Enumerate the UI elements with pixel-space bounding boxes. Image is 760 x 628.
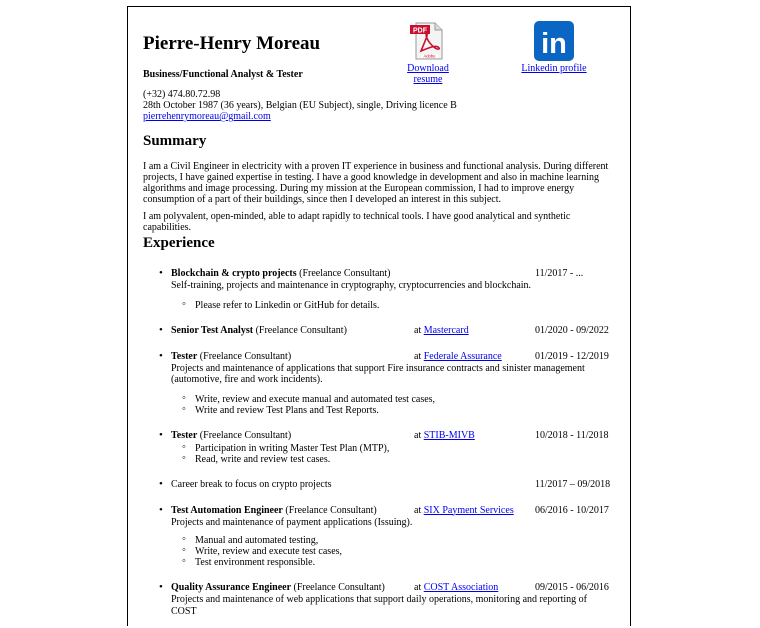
job-title: Tester [171, 429, 198, 441]
experience-item [143, 268, 613, 311]
pdf-icon-label: PDF [413, 27, 427, 35]
task-item: ◦ Participation in writing Master Test Plan (MTP), [195, 443, 613, 454]
experience-item [143, 430, 613, 465]
contact-block [143, 89, 457, 122]
job-role: Business/Functional Analyst & Tester [143, 69, 303, 80]
company-link[interactable]: Mastercard [423, 324, 469, 336]
linkedin-icon-text: in [541, 28, 567, 60]
experience-item [143, 505, 613, 569]
job-type: (Freelance Consultant) [253, 324, 347, 336]
job-type: (Freelance Consultant) [197, 350, 292, 362]
job-title: Blockchain & crypto projects [171, 268, 297, 279]
task-item: ◦ Write, review and execute manual and automated test cases, [195, 394, 613, 405]
job-type: (Freelance Consultant) [291, 582, 385, 593]
company-at: at Federale Assurance [414, 350, 502, 362]
task-item: ◦ Manual and automated testing, [195, 535, 613, 546]
pdf-icon-brand: Adobe [423, 53, 436, 59]
task-item: ◦ Read, write and review test cases. [195, 454, 613, 465]
job-dates: 01/2019 - 12/2019 [535, 350, 609, 362]
job-type: (Freelance Consultant) [296, 268, 391, 279]
job-tasks [171, 535, 613, 568]
company-link[interactable]: COST Association [423, 582, 499, 593]
job-description: Projects and maintenance of payment applications (Issuing). [171, 516, 413, 528]
experience-item [143, 479, 613, 491]
job-type: (Freelance Consultant) [282, 504, 377, 516]
summary-paragraph-1: I am a Civil Engineer in electricity with a proven IT experience in business and functional analysis. During different projects, I have gained expertise in testing. I have a good knowledge in development and also in machine learning algorithms and image processing. During my mission at the European commission, I had to improve energy consumption of a part of their buildings, since then I developed an interest in this subject. [143, 161, 609, 205]
job-tasks [171, 300, 613, 311]
job-description: Self-training, projects and maintenance in cryptography, cryptocurrencies and blockchain. [171, 280, 532, 291]
download-resume-link[interactable]: Download resume [407, 63, 449, 85]
summary-heading: Summary [143, 133, 207, 149]
task-item: ◦ Write and review Test Plans and Test Reports. [195, 405, 613, 416]
job-dates: 09/2015 - 06/2016 [535, 582, 609, 593]
job-dates: 01/2020 - 09/2022 [535, 324, 609, 336]
download-resume-block [393, 21, 463, 85]
company-at: at STIB-MIVB [414, 429, 475, 441]
job-title: Senior Test Analyst [171, 324, 254, 336]
phone-number: (+32) 474.80.72.98 [143, 89, 221, 100]
linkedin-profile-link[interactable]: Linkedin profile [521, 63, 587, 74]
summary-paragraph-2: I am polyvalent, open-minded, able to adapt rapidly to technical tools. I have good analytical and synthetic capabilities. [143, 211, 571, 233]
company-link[interactable]: STIB-MIVB [423, 429, 475, 441]
job-title: Quality Assurance Engineer [171, 582, 292, 593]
email-link[interactable]: pierrehenrymoreau@gmail.com [143, 111, 271, 122]
task-item: ◦ Please refer to Linkedin or GitHub for details. [195, 300, 613, 311]
company-at: at Mastercard [414, 324, 469, 336]
pdf-icon[interactable] [408, 21, 448, 61]
experience-item [143, 351, 613, 416]
job-description: Projects and maintenance of applications that support Fire insurance contracts and sinister management (automotive, fire and work incidents). [171, 362, 585, 385]
experience-list [143, 268, 613, 628]
task-item: ◦ Test environment responsible. [195, 557, 613, 568]
job-type: (Freelance Consultant) [197, 429, 292, 441]
job-title: Test Automation Engineer [171, 504, 283, 516]
resume-page [127, 6, 631, 626]
company-at: at COST Association [414, 582, 499, 593]
company-at: at SIX Payment Services [414, 504, 514, 516]
summary-text [143, 161, 619, 239]
job-type: Career break to focus on crypto projects [171, 478, 332, 490]
job-dates: 11/2017 – 09/2018 [535, 478, 611, 490]
job-tasks [171, 443, 613, 465]
personal-details: 28th October 1987 (36 years), Belgian (EU Subject), single, Driving licence B [143, 100, 457, 111]
task-item: ◦ Write, review and execute test cases, [195, 546, 613, 557]
experience-heading: Experience [143, 235, 215, 251]
company-link[interactable]: Federale Assurance [423, 350, 502, 362]
experience-item [143, 325, 613, 337]
linkedin-icon[interactable] [534, 21, 574, 61]
job-dates: 10/2018 - 11/2018 [535, 429, 609, 441]
company-link[interactable]: SIX Payment Services [423, 504, 514, 516]
job-dates: 06/2016 - 10/2017 [535, 504, 609, 516]
linkedin-block [521, 21, 587, 74]
job-dates: 11/2017 - ... [535, 268, 584, 279]
job-title: Tester [171, 350, 198, 362]
job-tasks [171, 394, 613, 416]
person-name: Pierre-Henry Moreau [143, 33, 321, 54]
job-description: Projects and maintenance of web applications that support daily operations, monitoring and reporting of COST [171, 594, 588, 617]
